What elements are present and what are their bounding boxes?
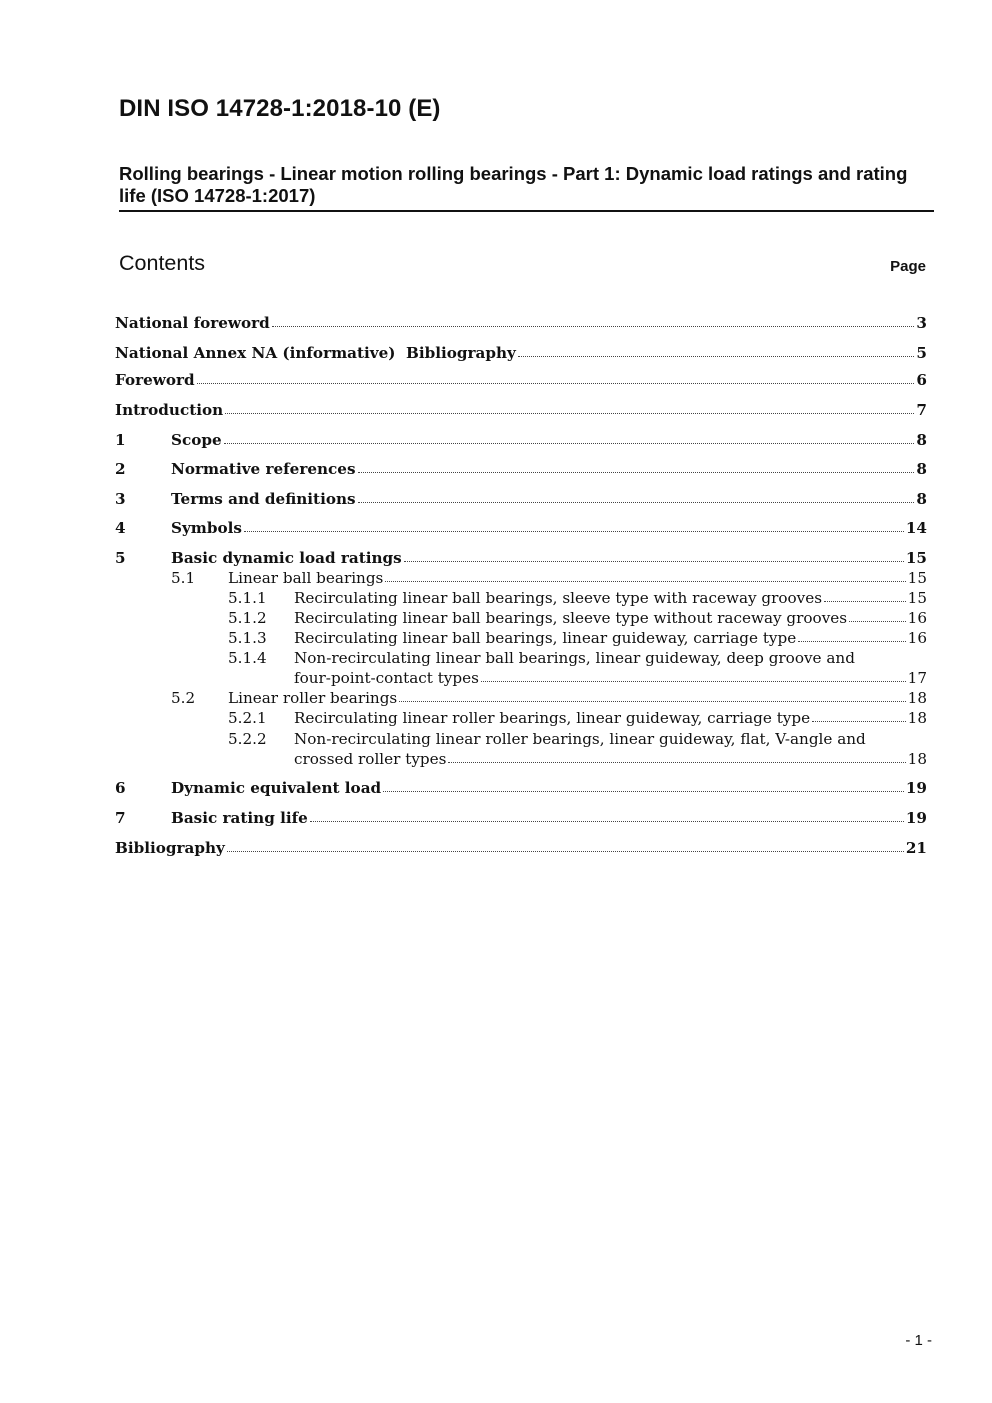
toc-entry-page: 17 [907,669,927,687]
toc-dot-leader [798,641,905,642]
toc-dot-leader [385,581,905,582]
toc-entry-label: Recirculating linear ball bearings, sleeve type without raceway grooves [294,609,848,627]
page-column-label: Page [890,258,926,275]
toc-entry-label: Non-recirculating linear roller bearings, linear guideway, flat, V-angle and [294,730,866,748]
toc-entry-number: 5.1.2 [228,609,267,627]
toc-entry-introduction[interactable] [115,401,927,421]
toc-entry-page: 18 [907,689,927,707]
toc-dot-leader [225,413,914,414]
toc-dot-leader [399,701,905,702]
toc-entry-label: Basic dynamic load ratings [171,549,402,567]
toc-dot-leader [812,721,906,722]
toc-entry-terms-and-definitions[interactable] [115,490,927,510]
toc-entry-number: 5.2.2 [228,730,267,748]
toc-entry-page: 14 [905,519,927,537]
toc-entry-label: Recirculating linear ball bearings, sleeve type with raceway grooves [294,589,823,607]
toc-entry-number: 3 [115,490,126,508]
toc-entry-number: 4 [115,519,126,537]
toc-dot-leader [244,531,904,532]
toc-entry-page: 8 [916,490,927,508]
document-code: DIN ISO 14728-1:2018-10 (E) [119,95,441,122]
toc-dot-leader [849,621,906,622]
toc-entry-label: Terms and definitions [171,490,356,508]
toc-entry-label: Recirculating linear roller bearings, linear guideway, carriage type [294,709,811,727]
toc-entry-number: 7 [115,809,126,827]
toc-entry-label: Foreword [115,371,195,389]
toc-entry-linear-roller-bearings[interactable] [171,689,927,709]
toc-entry-label: Linear roller bearings [228,689,398,707]
toc-dot-leader [404,561,904,562]
toc-entry-page: 8 [916,460,927,478]
toc-entry-number: 5.1.3 [228,629,267,647]
toc-entry-number: 5 [115,549,126,567]
toc-entry-normative-references[interactable] [115,460,927,480]
toc-entry-page: 15 [907,589,927,607]
toc-entry-bibliography[interactable] [115,839,927,859]
toc-entry-page: 8 [916,431,927,449]
toc-entry-number: 5.1.4 [228,649,267,667]
toc-entry-label: Basic rating life [171,809,308,827]
toc-entry-label: Normative references [171,460,356,478]
toc-entry-label: Linear ball bearings [228,569,384,587]
toc-entry-page: 16 [907,609,927,627]
toc-entry-5-1-4-first-line[interactable] [228,649,855,667]
toc-entry-page: 3 [916,314,927,332]
toc-entry-page: 18 [907,709,927,727]
toc-entry-label: Symbols [171,519,242,537]
toc-entry-label: Non-recirculating linear ball bearings, linear guideway, deep groove and [294,649,855,667]
toc-dot-leader [310,821,904,822]
toc-dot-leader [448,762,905,763]
toc-entry-page: 19 [905,809,927,827]
toc-dot-leader [824,601,906,602]
title-divider [119,210,934,212]
toc-entry-page: 6 [916,371,927,389]
toc-entry-national-annex[interactable] [115,344,927,364]
toc-dot-leader [518,356,915,357]
toc-entry-label: Recirculating linear ball bearings, linear guideway, carriage type [294,629,797,647]
toc-entry-national-foreword[interactable] [115,314,927,334]
toc-entry-number: 5.2.1 [228,709,267,727]
toc-entry-page: 15 [905,549,927,567]
toc-dot-leader [481,681,906,682]
toc-entry-label: Introduction [115,401,224,419]
contents-heading: Contents [119,251,206,275]
page-number: - 1 - [905,1332,932,1349]
toc-entry-basic-dynamic-load-ratings[interactable] [115,549,927,569]
toc-entry-number: 5.1.1 [228,589,267,607]
toc-entry-page: 19 [905,779,927,797]
toc-entry-label-continued: four-point-contact types [294,669,479,687]
toc-entry-basic-rating-life[interactable] [115,809,927,829]
toc-entry-page: 16 [907,629,927,647]
document-title: Rolling bearings - Linear motion rolling bearings - Part 1: Dynamic load ratings and rating life (ISO 14728-1:2017) [119,163,908,206]
toc-entry-number: 5.1 [171,569,196,587]
toc-entry-5-1-3[interactable] [228,629,927,649]
toc-entry-page: 7 [916,401,927,419]
toc-entry-dynamic-equivalent-load[interactable] [115,779,927,799]
toc-entry-page: 21 [905,839,927,857]
toc-dot-leader [358,502,915,503]
toc-entry-label: National foreword [115,314,270,332]
toc-dot-leader [227,851,904,852]
toc-entry-page: 15 [907,569,927,587]
toc-entry-5-2-1[interactable] [228,709,927,729]
toc-entry-scope[interactable] [115,431,927,451]
toc-entry-page: 18 [907,750,927,768]
toc-entry-5-2-2-first-line[interactable] [228,730,866,748]
toc-entry-5-2-2[interactable] [294,750,927,770]
toc-entry-label: Bibliography [115,839,225,857]
toc-entry-number: 5.2 [171,689,196,707]
toc-entry-5-1-4[interactable] [294,669,927,689]
toc-entry-number: 6 [115,779,126,797]
toc-dot-leader [272,326,915,327]
toc-dot-leader [224,443,915,444]
toc-entry-label: Dynamic equivalent load [171,779,382,797]
toc-entry-symbols[interactable] [115,519,927,539]
toc-dot-leader [197,383,915,384]
toc-entry-number: 1 [115,431,126,449]
toc-entry-5-1-2[interactable] [228,609,927,629]
toc-entry-label: Scope [171,431,222,449]
toc-entry-label-continued: crossed roller types [294,750,447,768]
toc-dot-leader [358,472,915,473]
toc-entry-page: 5 [916,344,927,362]
toc-entry-number: 2 [115,460,126,478]
toc-entry-foreword[interactable] [115,371,927,391]
toc-entry-5-1-1[interactable] [228,589,927,609]
toc-entry-label: National Annex NA (informative) Bibliography [115,344,516,362]
toc-dot-leader [383,791,904,792]
toc-entry-linear-ball-bearings[interactable] [171,569,927,589]
